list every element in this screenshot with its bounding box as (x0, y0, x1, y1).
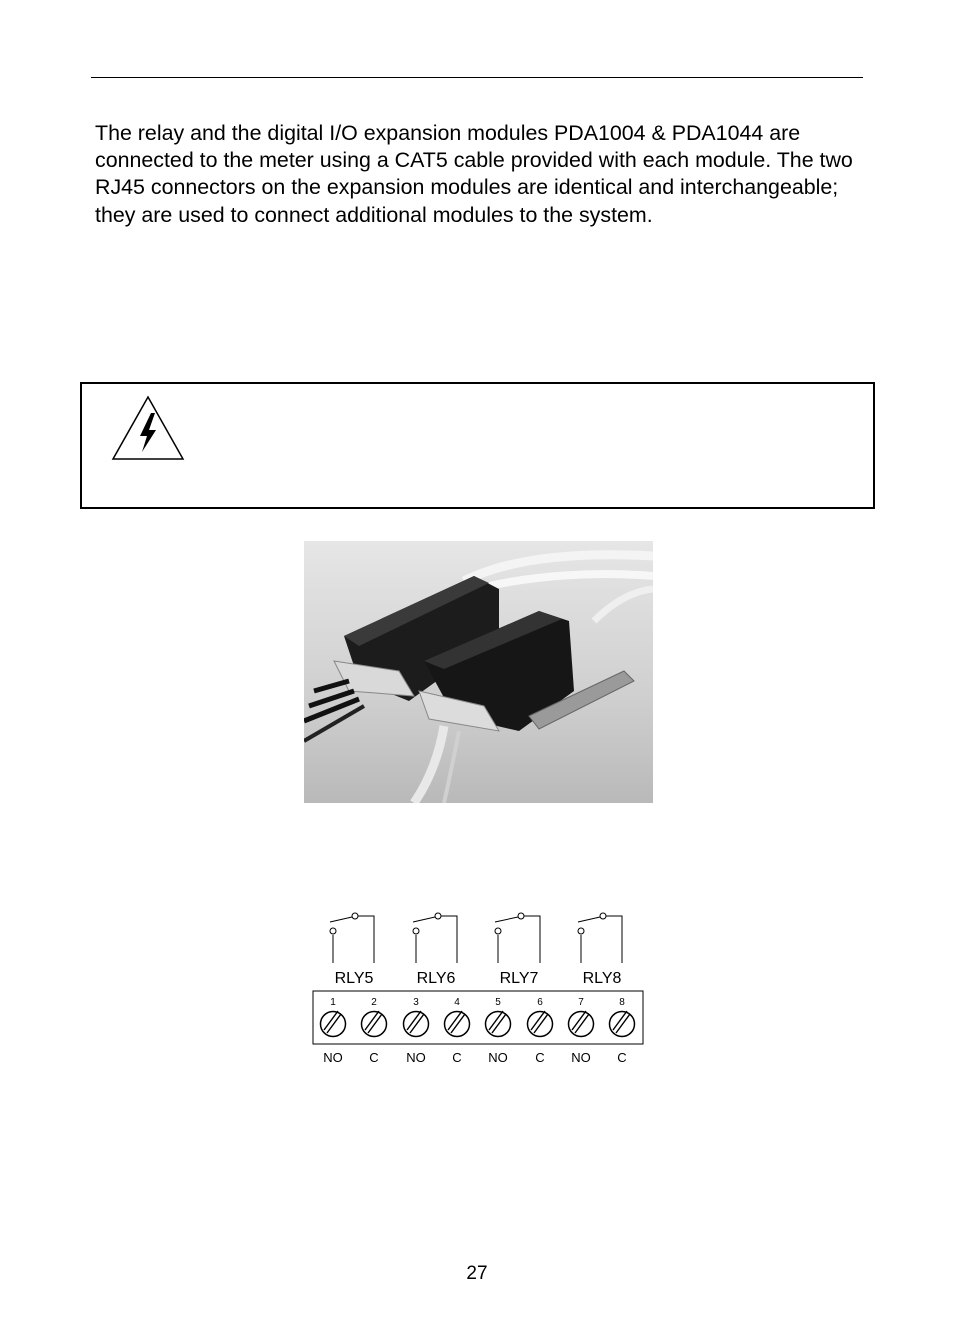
relay-switch-icon (330, 913, 374, 963)
header-rule (91, 77, 863, 78)
expansion-modules-photo (304, 541, 653, 803)
pin-label: NO (571, 1050, 591, 1065)
pin-number: 1 (330, 997, 336, 1008)
relay-terminal-diagram (305, 905, 650, 1075)
relay-label: RLY5 (334, 970, 374, 987)
pin-label: NO (323, 1050, 343, 1065)
page-number: 27 (466, 1263, 488, 1284)
pin-label: C (452, 1050, 462, 1065)
pin-number: 8 (619, 997, 625, 1008)
terminal-screw-icon (486, 1011, 511, 1037)
pin-label: C (617, 1050, 627, 1065)
pin-label: NO (406, 1050, 426, 1065)
relay-label: RLY6 (416, 970, 456, 987)
relay-switch-icon (413, 913, 457, 963)
high-voltage-warning-icon (110, 394, 186, 462)
pin-number: 2 (371, 997, 377, 1008)
pin-number: 5 (495, 997, 501, 1008)
pin-number: 3 (413, 997, 419, 1008)
pin-number: 6 (537, 997, 543, 1008)
pin-label: C (535, 1050, 545, 1065)
warning-box (80, 382, 875, 509)
relay-label: RLY8 (582, 970, 622, 987)
terminal-screws (321, 1011, 635, 1037)
relay-switch-icon (495, 913, 540, 963)
terminal-screw-icon (404, 1011, 429, 1037)
terminal-screw-icon (321, 1011, 346, 1037)
relay-switch-symbols (330, 913, 622, 963)
terminal-screw-icon (362, 1011, 387, 1037)
relay-label: RLY7 (499, 970, 539, 987)
pin-number: 7 (578, 997, 584, 1008)
intro-paragraph: The relay and the digital I/O expansion modules PDA1004 & PDA1044 are connected to the meter using a CAT5 cable provided with each module. The two RJ45 connectors on the expansion modules are identical and interchangeable; they are used to connect additional modules to the system. (95, 121, 853, 227)
pin-label: NO (488, 1050, 508, 1065)
terminal-screw-icon (610, 1011, 635, 1037)
terminal-screw-icon (445, 1011, 470, 1037)
pin-label: C (369, 1050, 379, 1065)
pin-number: 4 (454, 997, 460, 1008)
terminal-screw-icon (528, 1011, 553, 1037)
relay-switch-icon (578, 913, 622, 963)
terminal-screw-icon (569, 1011, 594, 1037)
